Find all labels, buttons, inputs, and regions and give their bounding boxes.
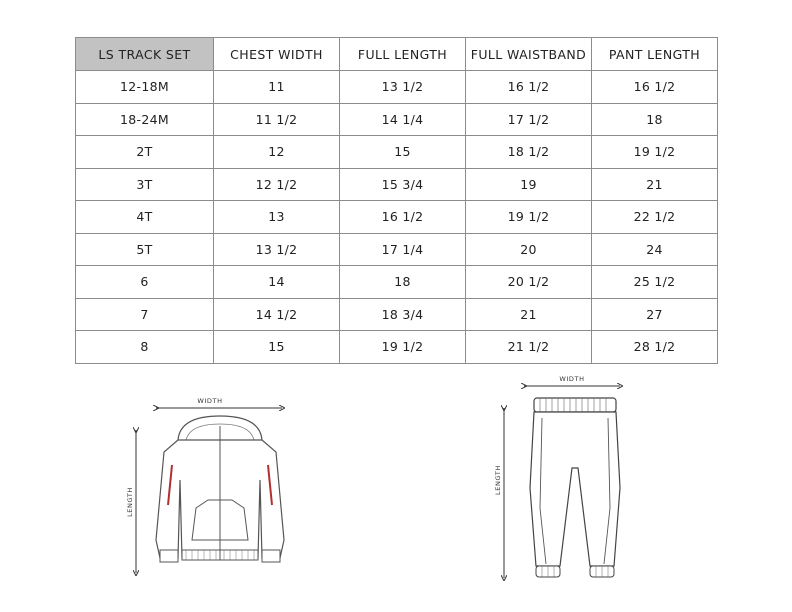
measurement-cell: 21 — [466, 298, 592, 331]
measurement-cell: 20 1/2 — [466, 266, 592, 299]
measurement-cell: 11 — [214, 71, 340, 104]
size-cell: 8 — [76, 331, 214, 364]
size-cell: 12-18M — [76, 71, 214, 104]
table-header-row — [76, 38, 718, 71]
measurement-cell: 17 1/2 — [466, 103, 592, 136]
header-cell-full-waistband: FULL WAISTBAND — [466, 38, 592, 71]
measurement-cell: 16 1/2 — [466, 71, 592, 104]
size-cell: 6 — [76, 266, 214, 299]
size-cell: 4T — [76, 201, 214, 234]
measurement-cell: 28 1/2 — [592, 331, 718, 364]
measurement-cell: 15 — [340, 136, 466, 169]
measurement-cell: 21 — [592, 168, 718, 201]
jogger-pants-icon — [480, 368, 640, 586]
table-body — [76, 71, 718, 364]
measurement-cell: 17 1/4 — [340, 233, 466, 266]
header-cell-chest-width: CHEST WIDTH — [214, 38, 340, 71]
table-row — [76, 266, 718, 299]
measurement-cell: 27 — [592, 298, 718, 331]
measurement-cell: 18 3/4 — [340, 298, 466, 331]
measurement-cell: 19 1/2 — [466, 201, 592, 234]
measurement-cell: 12 1/2 — [214, 168, 340, 201]
measurement-cell: 12 — [214, 136, 340, 169]
jacket-width-label: WIDTH — [197, 397, 223, 405]
measurement-cell: 16 1/2 — [340, 201, 466, 234]
table-row — [76, 201, 718, 234]
measurement-cell: 14 1/2 — [214, 298, 340, 331]
size-chart-table — [75, 37, 718, 364]
measurement-cell: 18 — [592, 103, 718, 136]
size-cell: 5T — [76, 233, 214, 266]
size-cell: 2T — [76, 136, 214, 169]
size-cell: 18-24M — [76, 103, 214, 136]
table-row — [76, 136, 718, 169]
measurement-cell: 21 1/2 — [466, 331, 592, 364]
size-cell: 3T — [76, 168, 214, 201]
header-cell-pant-length: PANT LENGTH — [592, 38, 718, 71]
measurement-cell: 13 1/2 — [214, 233, 340, 266]
measurement-cell: 14 1/4 — [340, 103, 466, 136]
pants-width-label: WIDTH — [559, 375, 585, 383]
size-cell: 7 — [76, 298, 214, 331]
measurement-cell: 22 1/2 — [592, 201, 718, 234]
header-cell-full-length: FULL LENGTH — [340, 38, 466, 71]
measurement-cell: 25 1/2 — [592, 266, 718, 299]
pants-length-label: LENGTH — [494, 465, 502, 495]
jacket-length-label: LENGTH — [126, 487, 134, 517]
measurement-cell: 18 1/2 — [466, 136, 592, 169]
table-row — [76, 331, 718, 364]
table-row — [76, 168, 718, 201]
measurement-cell: 14 — [214, 266, 340, 299]
table-row — [76, 103, 718, 136]
measurement-cell: 24 — [592, 233, 718, 266]
measurement-cell: 15 — [214, 331, 340, 364]
measurement-cell: 13 1/2 — [340, 71, 466, 104]
measurement-cell: 16 1/2 — [592, 71, 718, 104]
zip-hoodie-icon — [120, 390, 300, 580]
measurement-cell: 11 1/2 — [214, 103, 340, 136]
measurement-cell: 15 3/4 — [340, 168, 466, 201]
measurement-cell: 20 — [466, 233, 592, 266]
measurement-cell: 18 — [340, 266, 466, 299]
table-row — [76, 71, 718, 104]
measurement-cell: 13 — [214, 201, 340, 234]
table-row — [76, 298, 718, 331]
measurement-cell: 19 — [466, 168, 592, 201]
measurement-cell: 19 1/2 — [340, 331, 466, 364]
table-row — [76, 233, 718, 266]
header-cell-set: LS TRACK SET — [76, 38, 214, 71]
measurement-cell: 19 1/2 — [592, 136, 718, 169]
